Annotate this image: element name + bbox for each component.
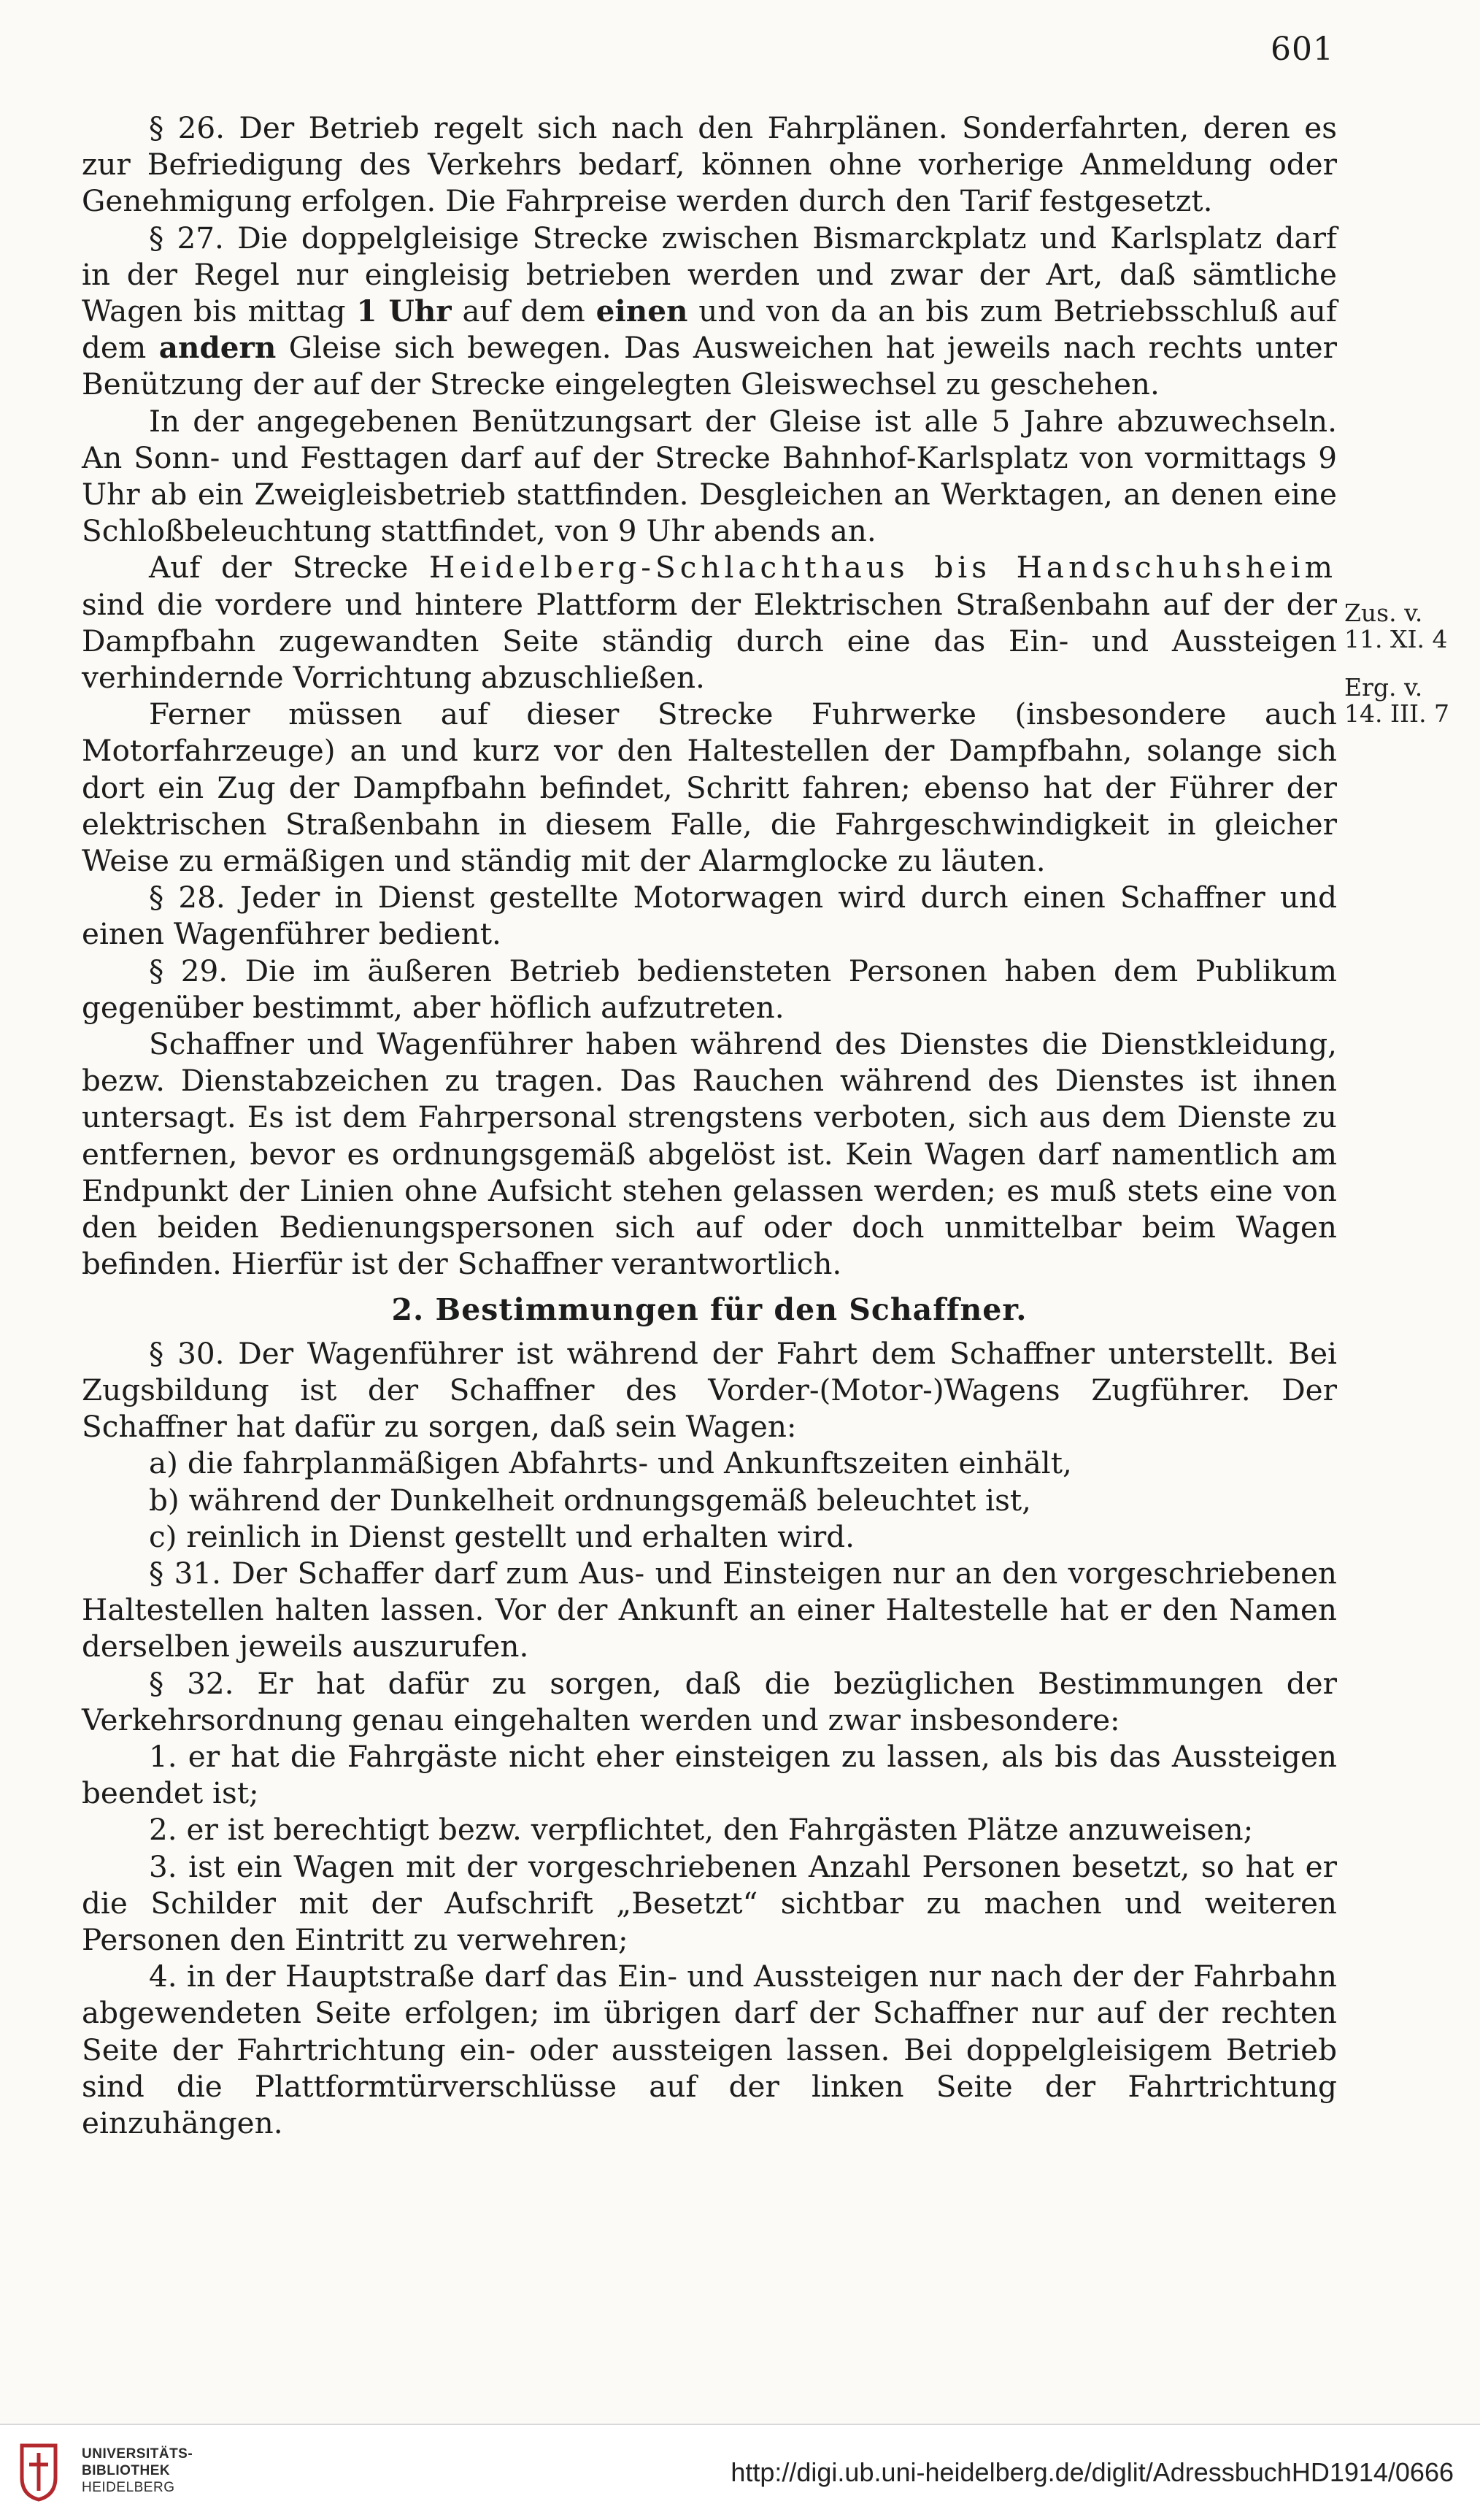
paragraph-28: § 28. Jeder in Dienst gestellte Motorwagen wird durch einen Schaffner und einen Wagenführer bedient. [82, 880, 1337, 952]
source-url-link[interactable]: http://digi.ub.uni-heidelberg.de/diglit/AdressbuchHD1914/0666 [731, 2457, 1454, 2487]
emphasis-einen: einen [596, 293, 688, 329]
emphasis-andern: andern [158, 330, 277, 366]
paragraph-29: § 29. Die im äußeren Betrieb bediensteten Personen haben dem Publikum gegenüber bestimmt, aber höflich aufzutreten. [82, 953, 1337, 1025]
paragraph-schaffner-dienst: Schaffner und Wagenführer haben während des Dienstes die Dienstkleidung, bezw. Dienstabzeichen zu tragen. Das Rauchen während des Dienstes ist ihnen untersagt. Es ist dem Fahrpersonal strengstens verboten, sich aus dem Dienste zu entfernen, bevor es ordnungsgemäß abgelöst ist. Kein Wagen darf namentlich am Endpunkt der Linien ohne Aufsicht stehen gelassen werden; es muß stets eine von den beiden Bedienungspersonen sich auf oder doch unmittelbar beim Wagen befinden. Hierfür ist der Schaffner verantwortlich. [82, 1026, 1337, 1282]
numbered-item-2: 2. er ist berechtigt bezw. verpflichtet, den Fahrgästen Plätze anzuweisen; [149, 1812, 1254, 1848]
paragraph-31: § 31. Der Schaffer darf zum Aus- und Einsteigen nur an den vorgeschriebenen Haltestellen halten lassen. Vor der Ankunft an einer Haltestelle hat er den Namen derselben jeweils auszurufen. [82, 1555, 1337, 1664]
margin-note-ergaenzung: Erg. v. 14. III. 7 [1344, 673, 1450, 728]
margin-note-zusatz: Zus. v. 11. XI. 4 [1344, 599, 1448, 653]
numbered-item-4: 4. in der Hauptstraße darf das Ein- und Aussteigen nur nach der der Fahrbahn abgewendeten Seite erfolgen; im übrigen darf der Schaffner nur auf der rechten Seite der Fahrtrichtung ein- oder aussteigen lassen. Bei doppelgleisigem Betrieb sind die Plattformtürverschlüsse auf der linken Seite der Fahrtrichtung einzuhängen. [82, 1959, 1337, 2140]
footer-bar [0, 2424, 1480, 2520]
list-item-a: a) die fahrplanmäßigen Abfahrts- und Ankunftszeiten einhält, [149, 1445, 1072, 1481]
university-seal-icon [16, 2440, 61, 2502]
list-item-b: b) während der Dunkelheit ordnungsgemäß beleuchtet ist, [149, 1482, 1032, 1518]
numbered-item-3: 3. ist ein Wagen mit der vorgeschriebenen Anzahl Personen besetzt, so hat er die Schilder mit der Aufschrift „Besetzt“ sichtbar zu machen und weiteren Personen den Eintritt zu verwehren; [82, 1848, 1337, 1957]
section-heading: 2. Bestimmungen für den Schaffner. [391, 1291, 1028, 1327]
list-item-c: c) reinlich in Dienst gestellt und erhalten wird. [149, 1518, 855, 1554]
paragraph-32: § 32. Er hat dafür zu sorgen, daß die bezüglichen Bestimmungen der Verkehrsordnung genau eingehalten werden und zwar insbesondere: [82, 1665, 1337, 1737]
library-logo-text: UNIVERSITÄTS- BIBLIOTHEK HEIDELBERG [82, 2446, 193, 2495]
paragraph-route-heidelberg: Auf der Strecke Heidelberg-Schlachthaus bis Handschuhsheim sind die vordere und hintere Plattform der Elektrischen Straßenbahn auf der der Dampfbahn zugewandten Seite ständig durch eine das Ein- und Aussteigen verhindernde Vorrichtung abzuschließen. [82, 550, 1337, 696]
numbered-item-1: 1. er hat die Fahrgäste nicht eher einsteigen zu lassen, als bis das Aussteigen beendet ist; [82, 1738, 1337, 1811]
paragraph-26: § 26. Der Betrieb regelt sich nach den Fahrplänen. Sonderfahrten, deren es zur Befriedigung des Verkehrs bedarf, können ohne vorherige Anmeldung oder Genehmigung erfolgen. Die Fahrpreise werden durch den Tarif festgesetzt. [82, 110, 1337, 219]
paragraph-27: § 27. Die doppelgleisige Strecke zwischen Bismarckplatz und Karlsplatz darf in der Regel nur eingleisig betrieben werden und zwar der Art, daß sämtliche Wagen bis mittag 1 Uhr auf dem einen und von da an bis zum Betriebsschluß auf dem andern Gleise sich bewegen. Das Ausweichen hat jeweils nach rechts unter Benützung der auf der Strecke eingelegten Gleiswechsel zu geschehen. [82, 220, 1338, 402]
route-name: Heidelberg-Schlachthaus bis Handschuhsheim [429, 550, 1337, 585]
emphasis-1-uhr: 1 Uhr [356, 293, 452, 329]
page-number: 601 [1271, 31, 1334, 68]
paragraph-27-continued: In der angegebenen Benützungsart der Gleise ist alle 5 Jahre abzuwechseln. An Sonn- und Festtagen darf auf der Strecke Bahnhof-Karlsplatz von vormittags 9 Uhr ab ein Zweigleisbetrieb stattfinden. Desgleichen an Werktagen, an denen eine Schloßbeleuchtung stattfindet, von 9 Uhr abends an. [82, 403, 1337, 549]
paragraph-30: § 30. Der Wagenführer ist während der Fahrt dem Schaffner unterstellt. Bei Zugsbildung ist der Schaffner des Vorder-(Motor-)Wagens Zugführer. Der Schaffner hat dafür zu sorgen, daß sein Wagen: [82, 1335, 1337, 1445]
paragraph-fuhrwerke: Ferner müssen auf dieser Strecke Fuhrwerke (insbesondere auch Motorfahrzeuge) an und kurz vor den Haltestellen der Dampfbahn, solange sich dort ein Zug der Dampfbahn befindet, Schritt fahren; ebenso hat der Führer der elektrischen Straßenbahn in diesem Falle, die Fahrgeschwindigkeit in gleicher Weise zu ermäßigen und ständig mit der Alarmglocke zu läuten. [82, 696, 1337, 879]
main-text [82, 110, 1337, 2141]
